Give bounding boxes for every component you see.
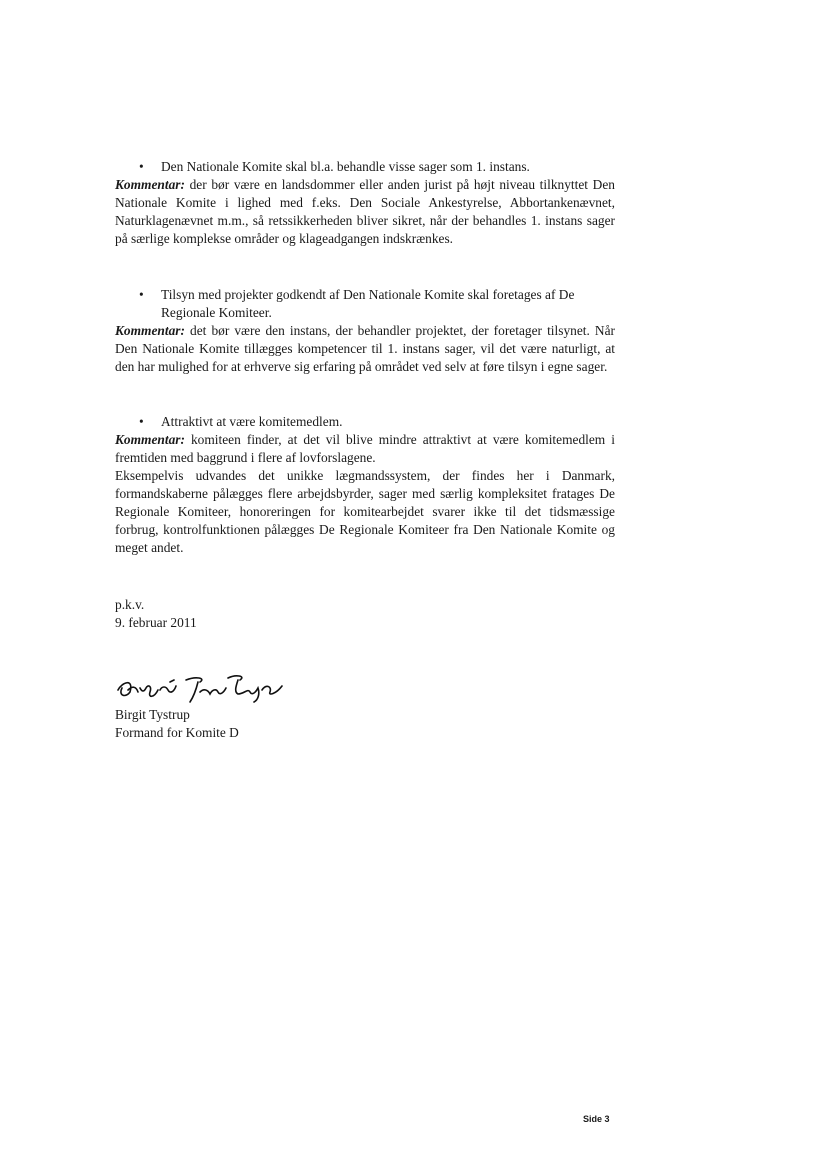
comment-label: Kommentar: bbox=[115, 177, 185, 192]
bullet-icon: • bbox=[139, 287, 144, 302]
bullet-text: Den Nationale Komite skal bl.a. behandle visse sager som 1. instans. bbox=[161, 159, 530, 174]
section-2 bbox=[115, 286, 615, 376]
comment-text: der bør være en landsdommer eller anden jurist på højt niveau tilknyttet Den Nationale Komite i lighed med f.eks. Den Sociale Ankestyrelse, Abbortankenævnet, Naturklagenævnet m.m., så retssikkerheden bliver sikret, når der behandles 1. instans sager på særlige komplekse områder og klageadgangen indskrænkes. bbox=[115, 177, 615, 246]
signer-title: Formand for Komite D bbox=[115, 725, 239, 740]
comment-paragraph bbox=[115, 322, 615, 376]
bullet-text: Attraktivt at være komitemedlem. bbox=[161, 414, 343, 429]
comment-label: Kommentar: bbox=[115, 323, 185, 338]
page-number: Side 3 bbox=[583, 1114, 610, 1124]
bullet-item bbox=[115, 158, 615, 176]
comment-text: det bør være den instans, der behandler projektet, der foretager tilsynet. Når Den Nationale Komite tillægges kompetencer til 1. instans sager, vil det være naturligt, at den har mulighed for at erhverve sig erfaring på området ved selv at føre tilsyn i egne sager. bbox=[115, 323, 615, 374]
section-1 bbox=[115, 158, 615, 248]
bullet-item bbox=[115, 413, 615, 431]
pkv-text: p.k.v. bbox=[115, 597, 145, 612]
body-paragraph: Eksempelvis udvandes det unikke lægmandssystem, der findes her i Danmark, formandskaberne pålægges flere arbejdsbyrder, sager med særlig kompleksitet fratages De Regionale Komiteer, honoreringen for komitearbejdet svarer ikke til det tidsmæssige forbrug, kontrolfunktionen pålægges De Regionale Komiteer fra Den Nationale Komite og meget andet. bbox=[115, 468, 615, 555]
comment-paragraph bbox=[115, 431, 615, 467]
bullet-icon: • bbox=[139, 159, 144, 174]
bullet-text: Tilsyn med projekter godkendt af Den Nationale Komite skal foretages af De Regionale Komiteer. bbox=[161, 287, 575, 320]
bullet-item bbox=[115, 286, 615, 322]
bullet-icon: • bbox=[139, 414, 144, 429]
signer-name: Birgit Tystrup bbox=[115, 707, 190, 722]
signature-icon bbox=[112, 668, 292, 704]
section-3 bbox=[115, 413, 615, 557]
comment-paragraph bbox=[115, 176, 615, 248]
comment-label: Kommentar: bbox=[115, 432, 185, 447]
date-text: 9. februar 2011 bbox=[115, 615, 197, 630]
comment-text: komiteen finder, at det vil blive mindre attraktivt at være komitemedlem i fremtiden med baggrund i flere af lovforslagene. bbox=[115, 432, 615, 465]
